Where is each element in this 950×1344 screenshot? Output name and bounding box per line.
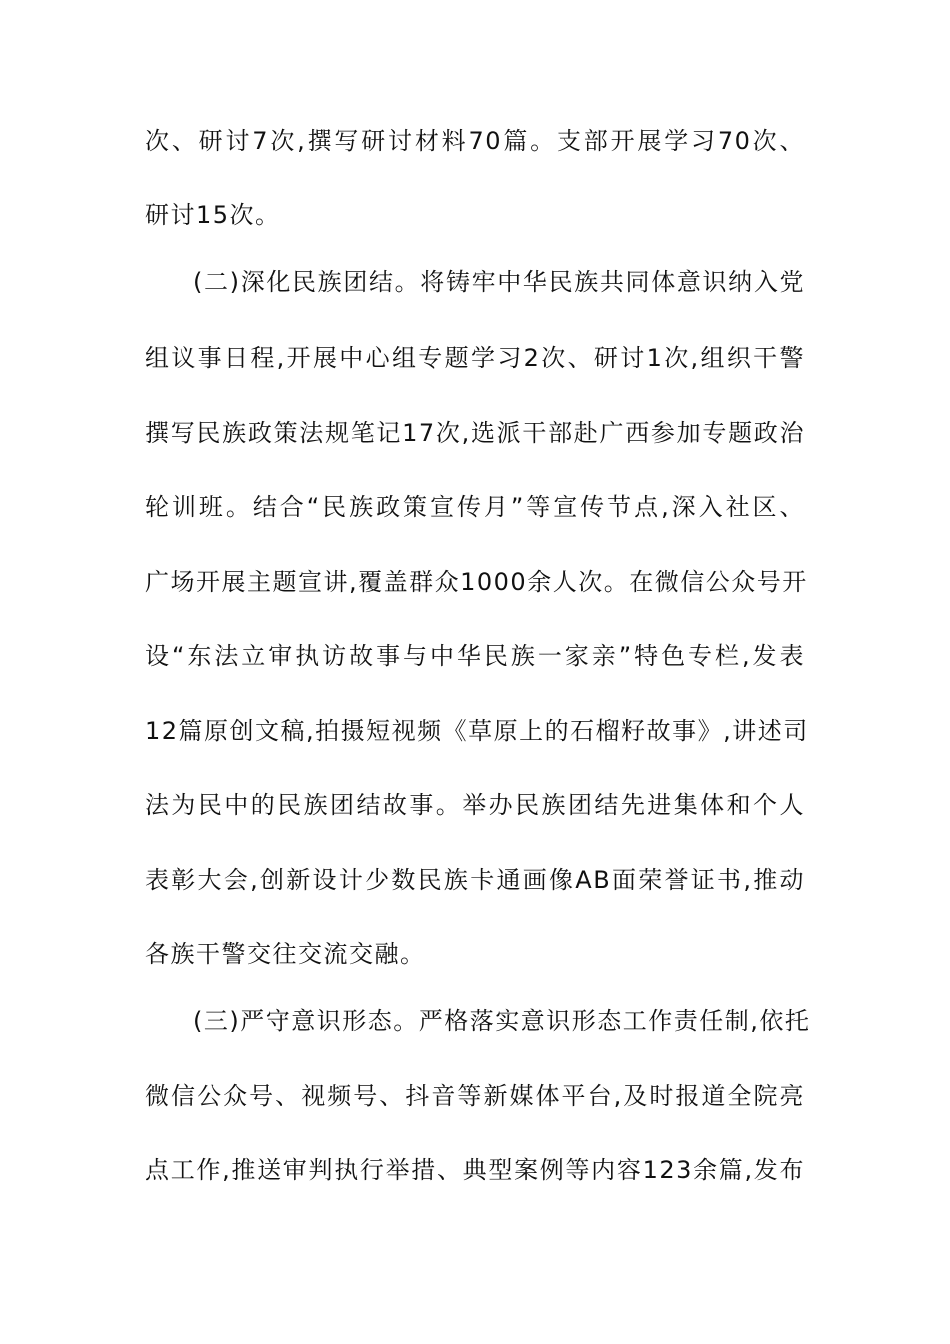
section-heading-line: (二)深化民族团结。将铸牢中华民族共同体意识纳入党 bbox=[193, 268, 805, 296]
text-line: 组议事日程,开展中心组专题学习2次、研讨1次,组织干警 bbox=[145, 344, 805, 372]
text-line: 表彰大会,创新设计少数民族卡通画像AB面荣誉证书,推动 bbox=[145, 866, 805, 894]
text-line: 各族干警交往交流交融。 bbox=[145, 940, 426, 968]
text-line: 设“东法立审执访故事与中华民族一家亲”特色专栏,发表 bbox=[145, 642, 805, 670]
text-line: 轮训班。结合“民族政策宣传月”等宣传节点,深入社区、 bbox=[145, 493, 805, 521]
text-line: 12篇原创文稿,拍摄短视频《草原上的石榴籽故事》,讲述司 bbox=[145, 717, 809, 745]
text-line: 研讨15次。 bbox=[145, 201, 281, 229]
text-line: 微信公众号、视频号、抖音等新媒体平台,及时报道全院亮 bbox=[145, 1082, 805, 1110]
text-line: 撰写民族政策法规笔记17次,选派干部赴广西参加专题政治 bbox=[145, 419, 805, 447]
text-line: 点工作,推送审判执行举措、典型案例等内容123余篇,发布 bbox=[145, 1156, 805, 1184]
text-line: 次、研讨7次,撰写研讨材料70篇。支部开展学习70次、 bbox=[145, 127, 805, 155]
text-line: 广场开展主题宣讲,覆盖群众1000余人次。在微信公众号开 bbox=[145, 568, 808, 596]
text-line: 法为民中的民族团结故事。举办民族团结先进集体和个人 bbox=[145, 791, 805, 819]
section-heading-line: (三)严守意识形态。严格落实意识形态工作责任制,依托 bbox=[193, 1007, 811, 1035]
